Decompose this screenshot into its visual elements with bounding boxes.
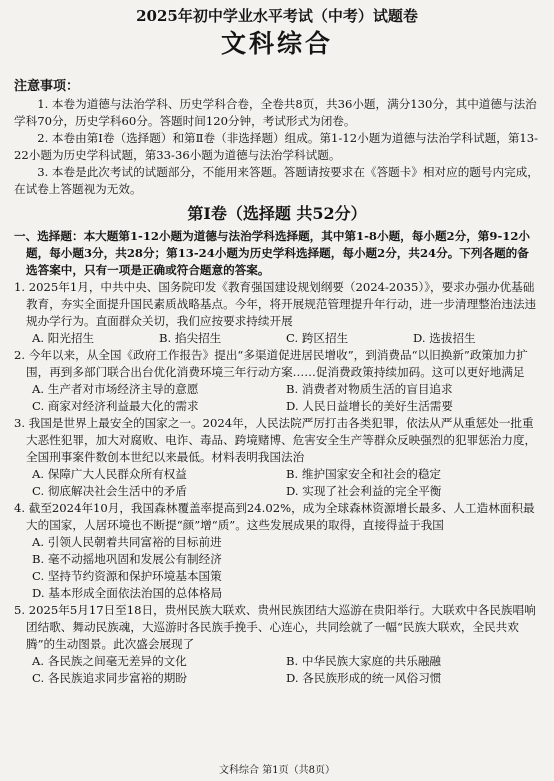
section-instruction bbox=[14, 228, 540, 279]
option-a: A. 保障广大人民群众所有权益 bbox=[32, 467, 187, 481]
option-b: B. 毫不动摇地巩固和发展公有制经济 bbox=[32, 552, 222, 566]
question-3 bbox=[14, 415, 540, 500]
question-4 bbox=[14, 500, 540, 602]
option-c: C. 商家对经济利益最大化的需求 bbox=[32, 399, 199, 413]
notice-heading: 注意事项： bbox=[14, 79, 80, 94]
option-d: D. 人民日益增长的美好生活需要 bbox=[286, 399, 453, 413]
question-5 bbox=[14, 602, 540, 687]
instruction-text: 一、选择题：本大题第1-12小题为道德与法治学科选择题，其中第1-8小题，每小题2分，第9-12小题，每小题3分，共28分；第13-24小题为历史学科选择题，每小题2分，共24分。下列各题的备选答案中，只有一项是正确或符合题意的答案。 bbox=[14, 229, 531, 277]
exam-title: 2025年初中学业水平考试（中考）试题卷 bbox=[136, 7, 418, 25]
notice-item: 3. 本卷是此次考试的试题部分，不能用来答题。答题请按要求在《答题卡》相对应的题号内完成，在试卷上答题视为无效。 bbox=[14, 165, 539, 196]
question-stem: 5. 2025年5月17日至18日，贵州民族大联欢、贵州民族团结大巡游在贵阳举行。大联欢中各民族唱响团结歌、舞动民族魂，大巡游时各民族手挽手、心连心，共同绘就了一幅“民族大联欢，全民共欢腾”的生动图景。此次盛会展现了 bbox=[14, 603, 536, 651]
option-d: D. 基本形成全面依法治国的总体格局 bbox=[32, 586, 223, 600]
question-stem: 1. 2025年1月，中共中央、国务院印发《教育强国建设规划纲要（2024-2035）》，要求办强办优基础教育，夯实全面提升国民素质战略基点。今年，将开展规范管理提升年行动，进一步清理整治违法违规办学行为。直面群众关切，我们应按要求持续开展 bbox=[14, 280, 537, 328]
notice-item: 1. 本卷为道德与法治学科、历史学科合卷，全卷共8页，共36小题，满分130分，其中道德与法治学科70分，历史学科60分。答题时间120分钟，考试形式为闭卷。 bbox=[14, 97, 537, 128]
notice-item: 2. 本卷由第Ⅰ卷（选择题）和第Ⅱ卷（非选择题）组成。第1-12小题为道德与法治学科试题，第13-22小题为历史学科试题，第33-36小题为道德与法治学科试题。 bbox=[14, 131, 539, 162]
option-b: B. 掐尖招生 bbox=[159, 331, 222, 345]
option-c: C. 跨区招生 bbox=[286, 331, 349, 345]
option-c: C. 各民族追求同步富裕的期盼 bbox=[32, 671, 187, 685]
option-b: B. 中华民族大家庭的共乐融融 bbox=[286, 654, 442, 668]
question-stem: 2. 今年以来，从全国《政府工作报告》提出“多渠道促进居民增收”，到消费品“以旧换新”政策加力扩围，再到多部门联合出台优化消费环境三年行动方案……促消费政策持续加码。这可以更好地满足 bbox=[14, 348, 528, 379]
option-a: A. 各民族之间毫无差异的文化 bbox=[32, 654, 187, 668]
question-stem: 4. 截至2024年10月，我国森林覆盖率提高到24.02%，成为全球森林资源增长最多、人工造林面积最大的国家，人居环境也不断提“颜”增“质”。这些发展成果的取得，直接得益于我国 bbox=[14, 501, 535, 532]
option-d: D. 选拔招生 bbox=[413, 331, 476, 345]
section-title: 第Ⅰ卷（选择题 共52分） bbox=[187, 204, 367, 223]
subject-title: 文科综合 bbox=[220, 29, 333, 58]
page-footer: 文科综合 第1页（共8页） bbox=[219, 765, 335, 776]
option-b: B. 消费者对物质生活的盲目追求 bbox=[286, 382, 453, 396]
option-a: A. 生产者对市场经济主导的意愿 bbox=[32, 382, 199, 396]
question-stem: 3. 我国是世界上最安全的国家之一。2024年，人民法院严厉打击各类犯罪，依法从严从重惩处一批重大恶性犯罪，加大对腐败、电诈、毒品、跨境赌博、危害安全生产等群众反映强烈的犯罪惩治力度，全国刑事案件数创本世纪以来最低。材料表明我国法治 bbox=[14, 416, 537, 464]
option-d: D. 各民族形成的统一风俗习惯 bbox=[286, 671, 442, 685]
question-1 bbox=[14, 279, 540, 347]
option-a: A. 引领人民朝着共同富裕的目标前进 bbox=[32, 535, 222, 549]
option-b: B. 维护国家安全和社会的稳定 bbox=[286, 467, 442, 481]
question-2 bbox=[14, 347, 540, 415]
option-a: A. 阳光招生 bbox=[32, 331, 95, 345]
option-d: D. 实现了社会利益的完全平衡 bbox=[286, 484, 442, 498]
option-c: C. 彻底解决社会生活中的矛盾 bbox=[32, 484, 187, 498]
option-c: C. 坚持节约资源和保护环境基本国策 bbox=[32, 569, 222, 583]
